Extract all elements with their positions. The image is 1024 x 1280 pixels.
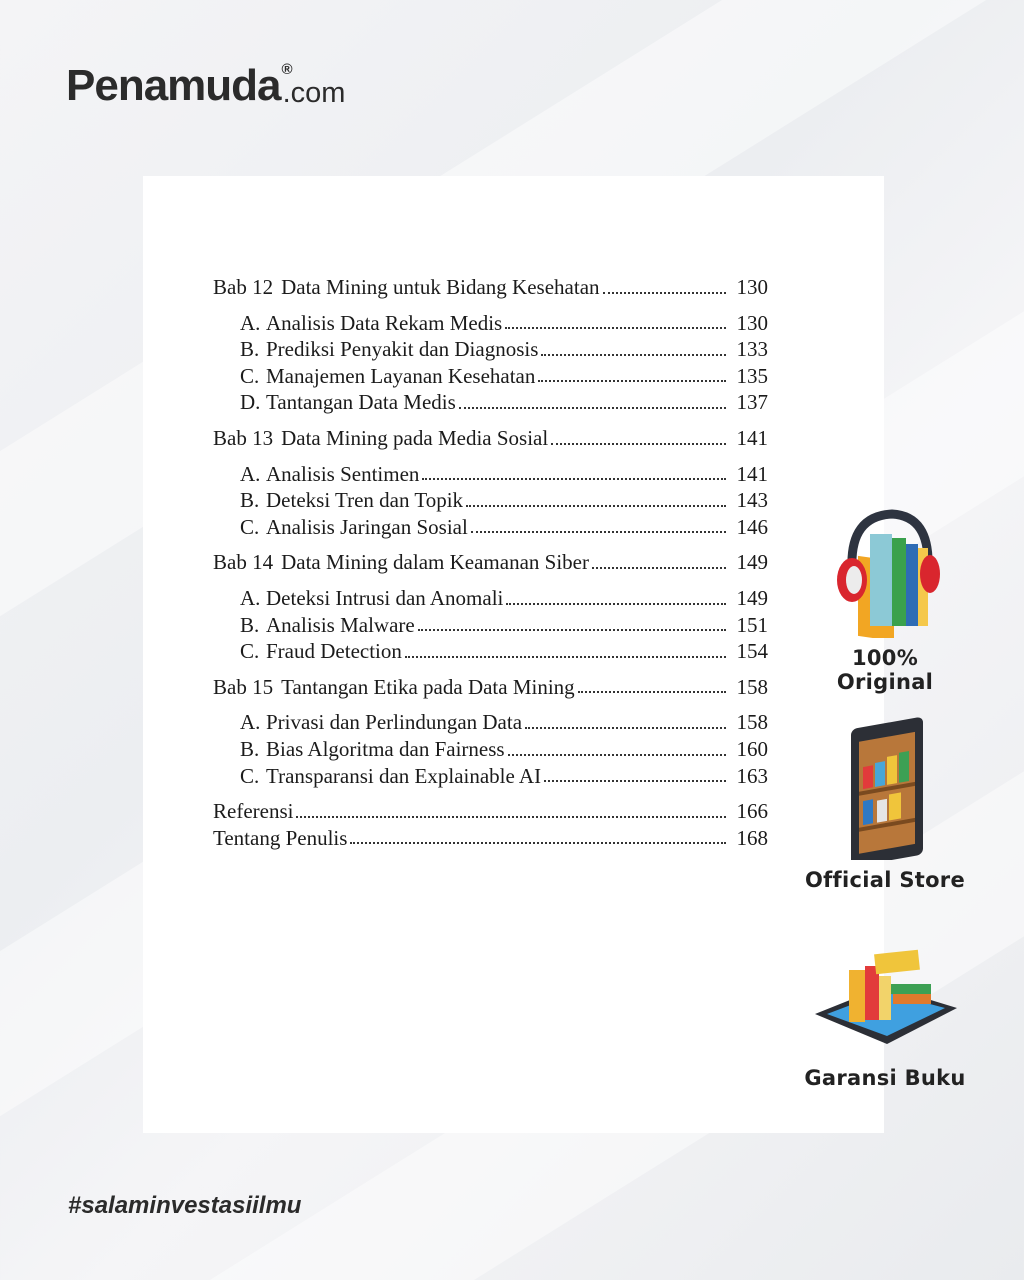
toc-dot-leader (296, 816, 726, 818)
toc-page-number: 151 (736, 612, 768, 637)
toc-entry-label (213, 674, 575, 701)
toc-section-row[interactable] (213, 461, 768, 488)
toc-section-letter: A. (240, 310, 261, 335)
toc-entry-title: Data Mining pada Media Sosial (281, 425, 549, 450)
toc-section-letter: A. (240, 461, 261, 486)
toc-page-number: 130 (736, 275, 768, 299)
toc-entry-label (240, 612, 415, 639)
toc-page-number: 149 (736, 585, 768, 610)
toc-page-number: 137 (736, 390, 768, 415)
badge-official-store (800, 710, 970, 892)
toc-entry-title: Privasi dan Perlindungan Data (266, 710, 523, 735)
logo-registered-mark: ® (281, 61, 293, 78)
toc-entry-title: Deteksi Intrusi dan Anomali (266, 585, 504, 610)
table-of-contents (213, 274, 768, 851)
toc-section-row[interactable] (213, 585, 768, 612)
toc-dot-leader (541, 354, 726, 356)
toc-dot-leader (505, 327, 726, 329)
toc-section-letter: A. (240, 585, 261, 610)
toc-entry-title: Manajemen Layanan Kesehatan (266, 363, 536, 388)
toc-dot-leader (418, 629, 726, 631)
toc-entry-title: Prediksi Penyakit dan Diagnosis (266, 337, 539, 362)
toc-reference-row[interactable] (213, 825, 768, 852)
toc-dot-leader (538, 380, 726, 382)
toc-page-number: 149 (736, 550, 768, 575)
toc-entry-title: Tentang Penulis (213, 825, 348, 850)
toc-section-row[interactable] (213, 514, 768, 541)
toc-section-letter: B. (240, 612, 260, 637)
toc-section-letter: C. (240, 363, 260, 388)
toc-section-row[interactable] (213, 336, 768, 363)
toc-entry-label (240, 363, 535, 390)
toc-dot-leader (508, 754, 726, 756)
toc-entry-label (240, 514, 468, 541)
toc-section-letter: C. (240, 763, 260, 788)
penamuda-logo[interactable] (66, 61, 346, 110)
toc-dot-leader (459, 407, 726, 409)
toc-page-number: 158 (736, 674, 768, 699)
toc-entry-title: Data Mining untuk Bidang Kesehatan (281, 275, 600, 299)
badge-garansi (800, 948, 970, 1090)
toc-dot-leader (471, 531, 726, 533)
toc-page-number: 166 (736, 799, 768, 824)
toc-entry-label (240, 736, 505, 763)
toc-dot-leader (506, 603, 726, 605)
books-on-tablet-icon (805, 948, 965, 1058)
toc-section-letter: B. (240, 337, 260, 362)
toc-entry-title: Bias Algoritma dan Fairness (266, 736, 505, 761)
toc-section-letter: C. (240, 639, 260, 664)
toc-entry-label (213, 274, 600, 301)
toc-dot-leader (551, 443, 726, 445)
toc-page-number: 133 (736, 337, 768, 362)
tablet-bookshelf-icon (835, 710, 935, 860)
toc-page-number: 143 (736, 488, 768, 513)
toc-chapter-number: Bab 12 (213, 275, 274, 299)
badge-original (800, 508, 970, 694)
toc-entry-title: Analisis Malware (266, 612, 415, 637)
toc-section-row[interactable] (213, 310, 768, 337)
headphones-books-icon (830, 508, 940, 638)
toc-entry-label (240, 389, 456, 416)
badge-original-label: 100% Original (836, 646, 934, 694)
toc-entry-title: Tantangan Data Medis (266, 390, 456, 415)
toc-entry-title: Analisis Sentimen (266, 461, 420, 486)
toc-page-number: 160 (736, 736, 768, 761)
toc-entry-title: Analisis Jaringan Sosial (266, 514, 468, 539)
toc-chapter-row[interactable] (213, 674, 768, 701)
toc-entry-label (240, 336, 538, 363)
toc-entry-label (240, 461, 419, 488)
toc-entry-label (240, 487, 463, 514)
tagline: #salaminvestasiilmu (68, 1192, 302, 1219)
toc-dot-leader (578, 691, 726, 693)
toc-chapter-number: Bab 14 (213, 550, 274, 575)
toc-entry-label (240, 709, 522, 736)
toc-page-number: 135 (736, 363, 768, 388)
toc-entry-label (240, 763, 541, 790)
toc-section-letter: D. (240, 390, 261, 415)
badge-official-store-label: Official Store (804, 868, 966, 892)
toc-dot-leader (603, 292, 726, 294)
toc-dot-leader (422, 478, 726, 480)
toc-dot-leader (544, 780, 726, 782)
toc-section-letter: A. (240, 710, 261, 735)
toc-entry-title: Referensi (213, 799, 294, 824)
toc-entry-title: Analisis Data Rekam Medis (266, 310, 503, 335)
toc-page-number: 141 (736, 425, 768, 450)
toc-entry-label (240, 310, 502, 337)
toc-section-row[interactable] (213, 763, 768, 790)
toc-entry-title: Tantangan Etika pada Data Mining (281, 674, 575, 699)
toc-section-row[interactable] (213, 736, 768, 763)
toc-dot-leader (592, 567, 726, 569)
toc-chapter-row[interactable] (213, 549, 768, 576)
logo-brand: Penamuda (66, 61, 281, 110)
toc-chapter-number: Bab 13 (213, 425, 274, 450)
toc-chapter-row[interactable] (213, 274, 768, 301)
toc-entry-title: Deteksi Tren dan Topik (266, 488, 464, 513)
toc-dot-leader (466, 505, 726, 507)
toc-entry-title: Fraud Detection (266, 639, 402, 664)
toc-page-number: 168 (736, 825, 768, 850)
toc-chapter-number: Bab 15 (213, 674, 274, 699)
toc-page-number: 130 (736, 310, 768, 335)
toc-section-row[interactable] (213, 709, 768, 736)
toc-section-row[interactable] (213, 638, 768, 665)
toc-section-letter: C. (240, 514, 260, 539)
toc-dot-leader (350, 842, 726, 844)
toc-entry-label (213, 425, 548, 452)
toc-entry-title: Transparansi dan Explainable AI (266, 763, 542, 788)
toc-entry-title: Data Mining dalam Keamanan Siber (281, 550, 589, 575)
toc-chapter-row[interactable] (213, 425, 768, 452)
book-page (143, 176, 884, 1133)
toc-reference-row[interactable] (213, 798, 768, 825)
toc-page-number: 154 (736, 639, 768, 664)
toc-entry-label (213, 798, 293, 825)
toc-entry-label (240, 585, 503, 612)
toc-page-number: 146 (736, 514, 768, 539)
toc-section-row[interactable] (213, 612, 768, 639)
toc-page-number: 158 (736, 710, 768, 735)
toc-section-row[interactable] (213, 363, 768, 390)
toc-entry-label (213, 549, 589, 576)
toc-section-row[interactable] (213, 487, 768, 514)
toc-dot-leader (405, 656, 726, 658)
logo-tld: .com (282, 77, 346, 109)
toc-section-letter: B. (240, 736, 260, 761)
toc-entry-label (240, 638, 402, 665)
toc-page-number: 141 (736, 461, 768, 486)
toc-entry-label (213, 825, 347, 852)
toc-section-letter: B. (240, 488, 260, 513)
toc-dot-leader (525, 727, 726, 729)
toc-page-number: 163 (736, 763, 768, 788)
badge-garansi-label: Garansi Buku (804, 1066, 966, 1090)
toc-section-row[interactable] (213, 389, 768, 416)
